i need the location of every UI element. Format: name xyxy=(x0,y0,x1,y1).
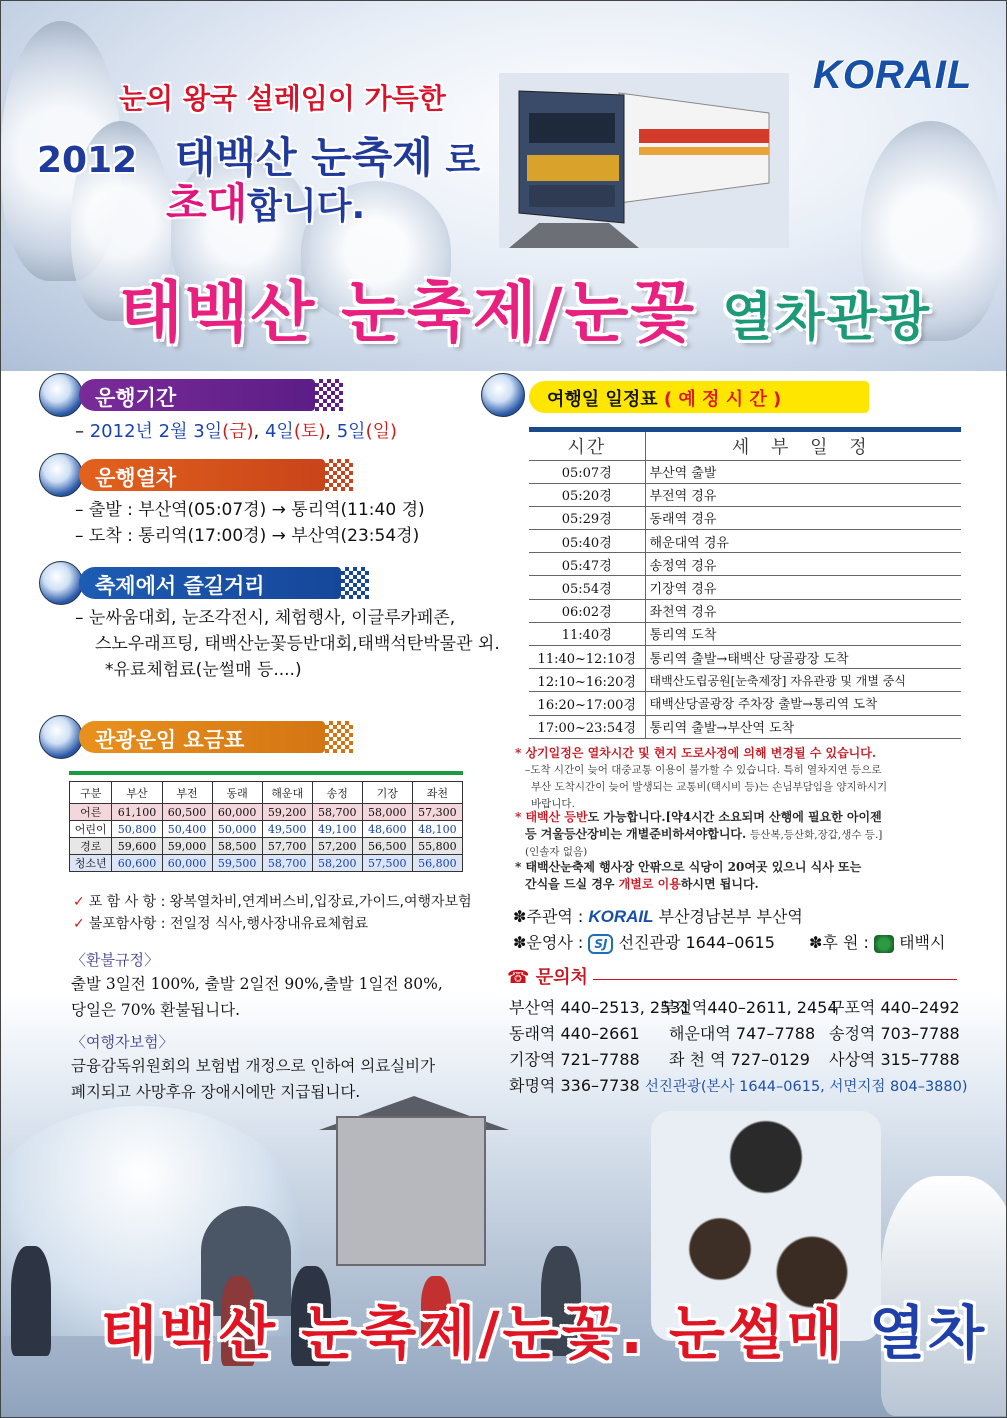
train-heading: 운행열차 xyxy=(39,457,349,493)
mascot-icon xyxy=(39,373,83,417)
schedule-note-2: * 태백산 등반도 가능합니다.[약4시간 소요되며 산행에 필요한 아이젠 등 겨울등산장비는 개별준비하셔야합니다. 등산복,등산화,장갑,생수 등.] (인솔자 없음) xyxy=(515,810,883,858)
fare-table xyxy=(69,781,463,872)
table-row: 17:00~23:54경 통리역 출발→부산역 도착 xyxy=(529,715,961,738)
schedule-note-1: * 상기일정은 열차시간 및 현지 도로사정에 의해 변경될 수 있습니다. –도착 시간이 늦어 대중교통 이용이 불가할 수 있습니다. 특히 열차지연 등으로 부산 도착시간이 늦어 발생되는 교통비(택시비 등)는 손님부담임을 양지하시기 바랍니다. xyxy=(515,746,888,810)
check-icon: ✓ xyxy=(73,894,85,910)
fare-table-wrapper xyxy=(69,771,463,872)
divider xyxy=(593,979,957,980)
table-row: 05:20경 부전역 경유 xyxy=(529,483,961,506)
checker-icon xyxy=(341,567,369,599)
schedule-note-3: * 태백산눈축제 행사장 안팎으로 식당이 20여곳 있으니 식사 또는 간식을 드실 경우 개별로 이용하시면 됩니다. xyxy=(515,860,862,891)
schedule-header-row: 시간 세 부 일 정 xyxy=(529,432,961,460)
table-row: 11:40~12:10경 통리역 출발→태백산 당골광장 도착 xyxy=(529,646,961,669)
korail-logo-small: KORAIL xyxy=(588,907,654,926)
invite-line-2: 2012 태백산 눈축제 로 xyxy=(37,133,481,182)
table-row: 05:47경 송정역 경유 xyxy=(529,553,961,576)
taebaek-logo-icon xyxy=(874,935,894,953)
organizer-host: ✽주관역 : KORAIL 부산경남본부 부산역 xyxy=(513,907,803,926)
main-title-sub: 열차관광 xyxy=(722,288,932,348)
table-row: 05:29경 동래역 경유 xyxy=(529,506,961,529)
table-row: 11:40경 통리역 도착 xyxy=(529,622,961,645)
checker-icon xyxy=(325,459,353,491)
refund-text: 출발 3일전 100%, 출발 2일전 90%,출발 1일전 80%, 당일은 70% 환불됩니다. xyxy=(71,975,443,1019)
invite-line-3: 초대합니다. xyxy=(166,179,366,228)
mascot-icon xyxy=(39,715,83,759)
mascot-icon xyxy=(39,453,83,497)
footer-title: 태백산 눈축제/눈꽃. 눈썰매 열차 xyxy=(101,1299,988,1367)
schedule-table-wrapper xyxy=(529,427,961,739)
table-row: 12:10~16:20경 태백산도립공원[눈축제장] 자유관광 및 개별 중식 xyxy=(529,669,961,692)
train-image xyxy=(499,73,789,248)
train-schedule-text: – 출발 : 부산역(05:07경) → 통리역(11:40 경) – 도착 : 통리역(17:00경) → 부산역(23:54경) xyxy=(75,500,425,546)
checker-icon xyxy=(325,721,353,753)
fun-heading: 축제에서 즐길거리 xyxy=(39,565,369,601)
period-dates: – 2012년 2월 3일(금), 4일(토), 5일(일) xyxy=(75,421,397,442)
insurance-heading: 〈여행자보험〉 xyxy=(71,1033,174,1051)
table-row: 05:40경 해운대역 경유 xyxy=(529,530,961,553)
table-row: 경로 59,600 59,000 58,500 57,700 57,200 56,500 55,800 xyxy=(70,838,463,855)
mascot-icon xyxy=(481,373,525,417)
poster: KORAIL 눈의 왕국 설레임이 가득한 2012 태백산 눈축제 로 초대합니다. 태백산 눈축제/눈꽃 열차관광 운행기간 – 2012년 2월 3일(금), 4일(토), 5일(일) 운행열차 – 출발 : 부산역(05:07경) → 통리역(11:40 경) – 도착 : 통리역(17:00경) → 부산역(23:54경) 축제에서 즐길거리 – 눈싸움대회, 눈조각전시, 체험행사, 이글루카페존, 스노우래프팅, 태백산눈꽃등반대회,태백석탄박물관 외. *유료체험료(눈썰매 등....) 관광운임 요금표 구분 부산 부전 동래 해운대 송정 기장 좌천 어른 61,100 60,500 60,000 59,200 58,700 58,000 57,300 어린이 50,800 50,400 50,000 49,500 49,100 48,600 48,100 경로 59,600 59,000 58,500 57,700 57,200 56,500 55,800 청소년 60,600 60,000 59,500 58,700 58,200 57,500 56,800 ✓ 포 함 사 항 : 왕복열차비,연계버스비,입장료,가이드,여행자보험 ✓ 불포함사항 : 전일정 식사,행사장내유료체험료 〈환불규정〉 출발 3일전 100%, 출발 2일전 90%,출발 1일전 80%, 당일은 70% 환불됩니다. 〈여행자보험〉 금융감독위원회의 보험법 개정으로 인하여 의료실비가 폐지되고 사망후유 장애시에만 지급됩니다. 여행일 일정표 ( 예 정 시 간 ) 시간 세 부 일 정 05:07경 부산역 출발 05:20경 부전역 경유 05:29경 동래역 경유 05:40경 해운대역 경유 05:47경 송정역 경유 05:54경 기장역 경유 06:02경 좌천역 경유 11:40경 통리역 도착 11:40~12:10경 통리역 출발→태백산 당골광장 도착 12:10~16:20경 태백산도립공원[눈축제장] 자유관광 및 개별 중식 16:20~17:00경 태백산당골광장 주차장 출발→통리역 도착 17:00~23:54경 통리역 출발→부산역 도착 * 상기일정은 열차시간 및 현지 도로사정에 의해 변경될 수 있습니다. –도착 시간이 늦어 대중교통 이용이 불가할 수 있습니다. 특히 열차지연 등으로 부산 도착시간이 늦어 발생되는 교통비(택시비 등)는 손님부담임을 양지하시기 바랍니다. * 태백산 등반도 가능합니다.[약4시간 소요되며 산행에 필요한 아이젠 등 겨울등산장비는 개별준비하셔야합니다. 등산복,등산화,장갑,생수 등.] (인솔자 없음) * 태백산눈축제 행사장 안팎으로 식당이 20여곳 있으니 식사 또는 간식을 드실 경우 개별로 이용하시면 됩니다. ✽주관역 : KORAIL 부산경남본부 부산역 ✽운영사 : SJ 선진관광 1644–0615 ✽후 원 : 태백시 ☎ 문의처 부산역 440–2513, 2531부전역440–2611, 2454구포역 440–2492 동래역 440–2661 해운대역 747–7788 송정역 703–7788 기장역 721–7788 좌 천 역 727–0129 사상역 315–7788 화명역 336–7738 선진관광(본사 1644–0615, 서면지점 804–3880) 태백산 눈축제/눈꽃. 눈썰매 열차 xyxy=(0,0,1007,1418)
list-item: 부산역 440–2513, 2531부전역440–2611, 2454구포역 440–2492 xyxy=(509,998,960,1017)
korail-logo: KORAIL xyxy=(813,53,973,97)
building-image xyxy=(336,1116,486,1266)
fare-heading: 관광운임 요금표 xyxy=(39,719,349,755)
operator-logo: SJ xyxy=(588,934,613,954)
insurance-text: 금융감독위원회의 보험법 개정으로 인하여 의료실비가 폐지되고 사망후유 장애시에만 지급됩니다. xyxy=(71,1057,436,1101)
contact-heading: ☎ 문의처 xyxy=(507,967,588,988)
invite-line-1: 눈의 왕국 설레임이 가득한 xyxy=(119,82,446,115)
list-item: 동래역 440–2661 해운대역 747–7788 송정역 703–7788 xyxy=(509,1024,960,1043)
fare-header-row: 구분 부산 부전 동래 해운대 송정 기장 좌천 xyxy=(70,782,463,804)
fare-inclusions: ✓ 포 함 사 항 : 왕복열차비,연계버스비,입장료,가이드,여행자보험 ✓ 불포함사항 : 전일정 식사,행사장내유료체험료 xyxy=(73,894,472,932)
hero-banner xyxy=(1,1,1007,371)
checker-icon xyxy=(315,379,343,411)
contact-list xyxy=(509,995,968,1100)
schedule-table xyxy=(529,432,961,739)
main-title: 태백산 눈축제/눈꽃 열차관광 xyxy=(119,274,932,351)
table-row: 어린이 50,800 50,400 50,000 49,500 49,100 48,600 48,100 xyxy=(70,821,463,838)
check-icon: ✓ xyxy=(73,916,85,932)
table-row: 05:07경 부산역 출발 xyxy=(529,460,961,483)
table-row: 05:54경 기장역 경유 xyxy=(529,576,961,599)
table-row: 16:20~17:00경 태백산당골광장 주차장 출발→통리역 도착 xyxy=(529,692,961,715)
list-item: 기장역 721–7788 좌 천 역 727–0129 사상역 315–7788 xyxy=(509,1050,960,1069)
organizer-operator: ✽운영사 : SJ 선진관광 1644–0615 xyxy=(513,933,775,952)
list-item: 화명역 336–7738 선진관광(본사 1644–0615, 서면지점 804–3880) xyxy=(509,1076,968,1095)
refund-heading: 〈환불규정〉 xyxy=(71,951,159,969)
organizer-sponsor: ✽후 원 : 태백시 xyxy=(809,933,946,952)
mascot-icon xyxy=(39,561,83,605)
fun-text: – 눈싸움대회, 눈조각전시, 체험행사, 이글루카페존, 스노우래프팅, 태백산눈꽃등반대회,태백석탄박물관 외. *유료체험료(눈썰매 등....) xyxy=(75,608,500,680)
period-heading: 운행기간 xyxy=(39,377,339,413)
table-row: 청소년 60,600 60,000 59,500 58,700 58,200 57,500 56,800 xyxy=(70,855,463,872)
table-row: 어른 61,100 60,500 60,000 59,200 58,700 58,000 57,300 xyxy=(70,804,463,821)
table-row: 06:02경 좌천역 경유 xyxy=(529,599,961,622)
